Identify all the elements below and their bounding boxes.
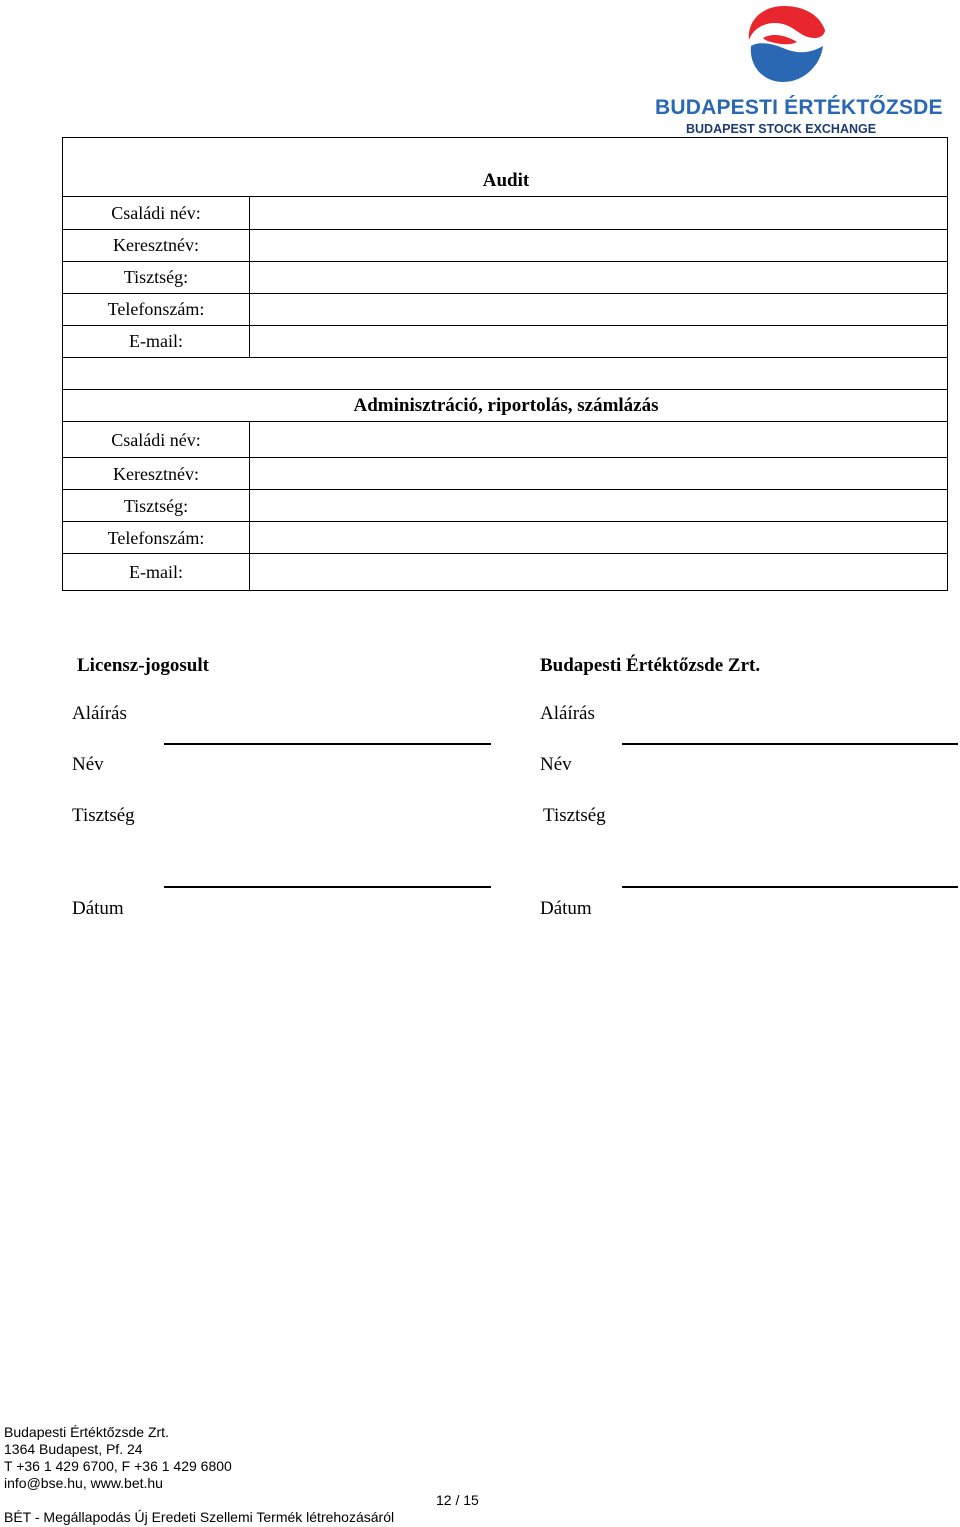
row-line (62, 553, 948, 554)
admin-position-label: Tisztség: (123, 496, 189, 516)
audit-phone-label: Telefonszám: (107, 299, 205, 319)
bse-signature-label: Aláírás (540, 703, 595, 724)
admin-phone-label: Telefonszám: (107, 528, 205, 548)
bse-heading: Budapesti Értéktőzsde Zrt. (540, 655, 761, 676)
footer-web[interactable]: info@bse.hu, www.bet.hu (4, 1475, 163, 1491)
row-line (62, 137, 948, 138)
bse-date-label: Dátum (540, 898, 592, 919)
footer-phone: T +36 1 429 6700, F +36 1 429 6800 (4, 1458, 232, 1474)
admin-first-name-label: Keresztnév: (113, 464, 199, 484)
licensee-date-line[interactable] (164, 886, 491, 888)
column-divider (249, 422, 250, 591)
row-line (62, 421, 948, 422)
licensee-signature-line[interactable] (164, 743, 491, 745)
admin-last-name-label: Családi név: (111, 430, 201, 450)
bse-date-line[interactable] (622, 886, 958, 888)
table-border-right (947, 137, 948, 591)
row-line (62, 521, 948, 522)
row-line (62, 457, 948, 458)
logo-subtitle: BUDAPEST STOCK EXCHANGE (686, 122, 877, 136)
audit-last-name-label: Családi név: (111, 203, 201, 223)
admin-email-label: E-mail: (129, 562, 183, 582)
row-line (62, 325, 948, 326)
admin-section-title: Adminisztráció, riportolás, számlázás (353, 395, 659, 416)
row-line (62, 196, 948, 197)
footer-address: 1364 Budapest, Pf. 24 (4, 1441, 143, 1457)
bse-name-label: Név (540, 754, 572, 775)
logo-title: BUDAPESTI ÉRTÉKTŐZSDE (655, 96, 943, 119)
row-line (62, 590, 948, 591)
column-divider (249, 197, 250, 358)
footer-document-title: BÉT - Megállapodás Új Eredeti Szellemi Termék létrehozásáról (4, 1509, 395, 1525)
page-number: 12 / 15 (436, 1492, 479, 1508)
licensee-date-label: Dátum (72, 898, 124, 919)
audit-first-name-label: Keresztnév: (113, 235, 199, 255)
audit-email-label: E-mail: (129, 331, 183, 351)
bse-swirl-icon (739, 2, 829, 88)
row-line (62, 261, 948, 262)
licensee-position-label: Tisztség (72, 805, 135, 826)
audit-section-title: Audit (482, 170, 530, 191)
licensee-signature-label: Aláírás (72, 703, 127, 724)
licensee-name-label: Név (72, 754, 104, 775)
row-line (62, 357, 948, 358)
licensee-heading: Licensz-jogosult (77, 655, 209, 676)
audit-position-label: Tisztség: (123, 267, 189, 287)
bse-position-label: Tisztség (543, 805, 606, 826)
row-line (62, 489, 948, 490)
bse-logo (655, 0, 943, 140)
row-line (62, 229, 948, 230)
bse-signature-line[interactable] (622, 743, 958, 745)
footer-company: Budapesti Értéktőzsde Zrt. (4, 1424, 169, 1440)
row-line (62, 293, 948, 294)
row-line (62, 389, 948, 390)
